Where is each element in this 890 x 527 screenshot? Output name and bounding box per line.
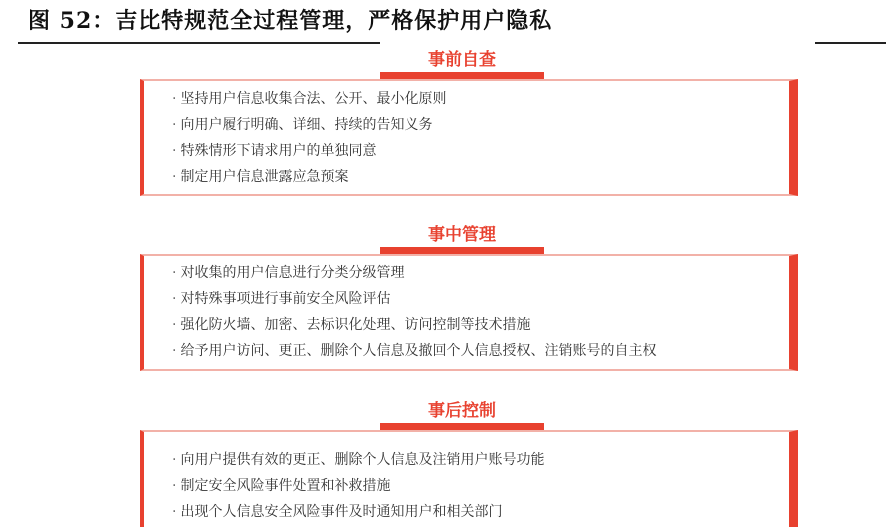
item-text: 出现个人信息安全风险事件及时通知用户和相关部门 [180, 504, 503, 520]
item-text: 对特殊事项进行事前安全风险评估 [180, 291, 391, 307]
stage-underline-pre [380, 72, 544, 79]
stage-label-pre: 事前自查 [428, 50, 496, 70]
bullet-icon: · [172, 478, 177, 494]
bullet-icon: · [172, 265, 177, 281]
bullet-icon: · [172, 117, 177, 133]
stage-box-post [140, 430, 798, 527]
item-text: 坚持用户信息收集合法、公开、最小化原则 [180, 91, 447, 107]
item-text: 特殊情形下请求用户的单独同意 [180, 143, 377, 159]
list-item [172, 290, 390, 308]
list-item [172, 168, 348, 186]
bullet-icon: · [172, 343, 177, 359]
list-item [172, 342, 656, 360]
stage-underline-mid [380, 247, 544, 254]
item-text: 制定安全风险事件处置和补救措施 [180, 478, 391, 494]
title-rule-left [18, 42, 380, 44]
item-text: 强化防火墙、加密、去标识化处理、访问控制等技术措施 [180, 317, 531, 333]
item-text: 给予用户访问、更正、删除个人信息及撤回个人信息授权、注销账号的自主权 [180, 343, 657, 359]
bullet-icon: · [172, 452, 177, 468]
bullet-icon: · [172, 91, 177, 107]
bullet-icon: · [172, 317, 177, 333]
bullet-icon: · [172, 169, 177, 185]
figure-title: 图 52：吉比特规范全过程管理，严格保护用户隐私 [28, 8, 553, 34]
item-text: 对收集的用户信息进行分类分级管理 [180, 265, 405, 281]
bullet-icon: · [172, 291, 177, 307]
title-rule-right [815, 42, 886, 44]
list-item [172, 90, 446, 108]
stage-box-pre [140, 79, 798, 196]
stage-box-mid [140, 254, 798, 371]
item-text: 制定用户信息泄露应急预案 [180, 169, 349, 185]
item-text: 向用户履行明确、详细、持续的告知义务 [180, 117, 433, 133]
stage-underline-post [380, 423, 544, 430]
list-item [172, 264, 404, 282]
bullet-icon: · [172, 143, 177, 159]
list-item [172, 503, 502, 521]
bullet-icon: · [172, 504, 177, 520]
stage-label-mid: 事中管理 [428, 225, 496, 245]
list-item [172, 116, 432, 134]
list-item [172, 451, 544, 469]
list-item [172, 316, 530, 334]
stage-label-post: 事后控制 [428, 401, 496, 421]
item-text: 向用户提供有效的更正、删除个人信息及注销用户账号功能 [180, 452, 545, 468]
list-item [172, 477, 390, 495]
list-item [172, 142, 376, 160]
